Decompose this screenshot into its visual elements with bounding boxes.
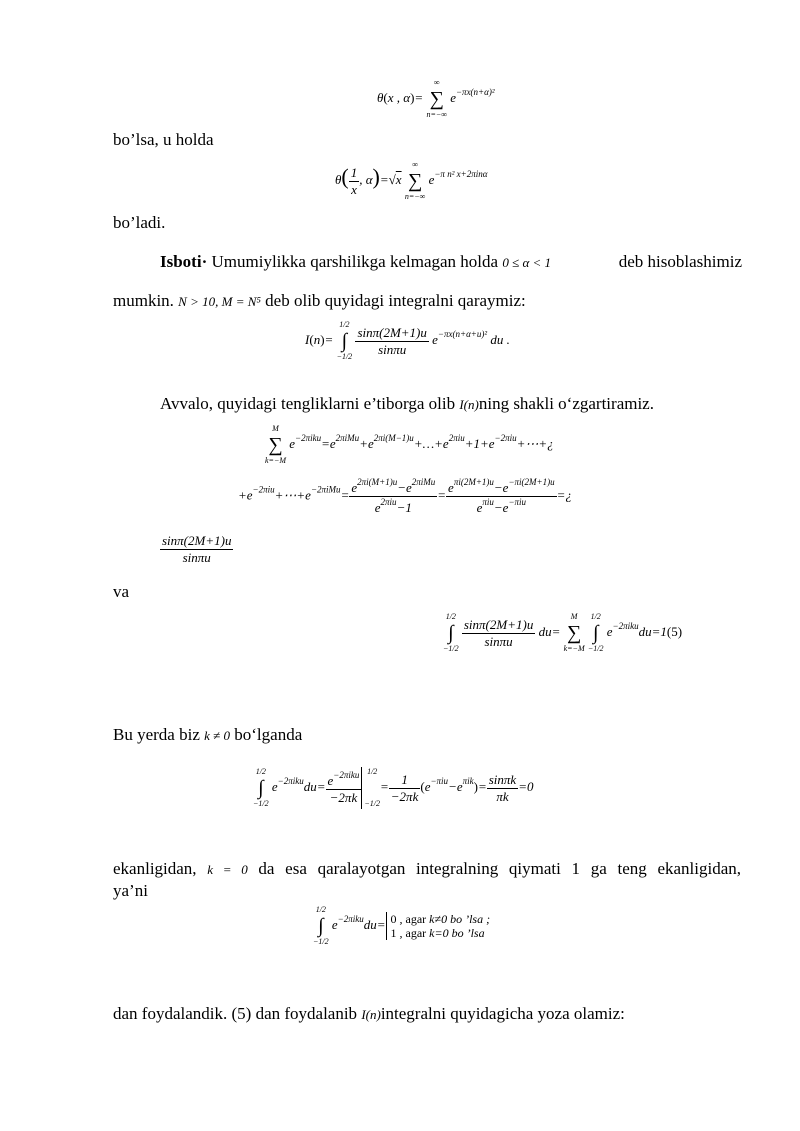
equation-geometric-sum: $+e^{-2\pi iu}+\cdots+e^{-2\pi iMu}=$ $\frac{e^{2\pi i(M+1)u}-e^{2\pi iMu}}{e^{2\pi iu}-1}$ = $\frac{e^{\pi i(2M+1)u}-e^{-\pi i(2M+1)u}}{e^{\pi iu}-e^{-\pi iu}}$ =¿ bbox=[238, 477, 572, 515]
text-bolganda: bo‘lganda bbox=[234, 725, 303, 744]
text-ning-shakli: ning shakli o‘zgartiramiz. bbox=[478, 394, 654, 413]
equation-6: 1/2 ∫ −1/2 $e^{-2\pi iku}du=$ $\frac{e^{-2\pi iku}}{-2\pi k}$ 1/2 −1/2 = $\frac{1}{-2\pi k}$ $(e^{-\pi iu}-e^{\pi ik})=$ $\frac{\sin\pi k}{\pi k}$ =0 bbox=[253, 767, 534, 808]
text-bu-yerda: Bu yerda biz bbox=[113, 725, 200, 744]
text-boladi: bo’ladi. bbox=[113, 213, 166, 232]
text-ekanligidan: ekanligidan, bbox=[113, 859, 197, 878]
avvalo-line bbox=[160, 393, 654, 416]
text-dan-foydalandik: dan foydalandik. (5) dan foydalanib bbox=[113, 1004, 358, 1023]
text-mumkin: mumkin. bbox=[113, 291, 174, 310]
condition-k-eq-0: k = 0 bbox=[207, 862, 248, 877]
text-In: I(n) bbox=[459, 397, 479, 412]
condition-alpha: 0 ≤ α < 1 bbox=[502, 255, 552, 270]
isboti-line: Isboti· Umumiylikka qarshilikga kelmagan holda 0 ≤ α < 1 deb hisoblashimiz bbox=[160, 252, 742, 271]
text-da-esa: da esa qaralayotgan integralning qiymati 1 ga teng ekanligidan, bbox=[258, 859, 742, 878]
bu-yerda-line bbox=[113, 724, 302, 747]
equation-5: 1/2 ∫ −1/2 $\frac{\sin\pi(2M+1)u}{\sin\pi u}$ du= M ∑ k=−M 1/2 ∫ −1/2 $e^{-2\pi iku}du=1(5)$ bbox=[443, 612, 683, 653]
text-deb-olib: deb olib quyidagi integralni qaraymiz: bbox=[265, 291, 526, 310]
condition-k-ne-0: k ≠ 0 bbox=[204, 728, 231, 743]
dan-foydalandik-line bbox=[113, 1003, 625, 1026]
equation-sum-expansion: M ∑ k=−M $e^{-2\pi iku}=e^{2\pi iMu}+e^{2\pi i(M-1)u}+\dots+e^{2\pi iu}+1+e^{-2\pi iu}+\cdots+¿$ bbox=[265, 424, 554, 465]
text-In-2: I(n) bbox=[361, 1007, 381, 1022]
text-bolsa-holda: bo’lsa, u holda bbox=[113, 130, 214, 149]
mumkin-line bbox=[113, 290, 526, 313]
equation-integral-In: I(n)= 1/2 ∫ −1/2 $\frac{\sin\pi(2M+1)u}{\sin\pi u}$ $e^{-\pi x(n+\alpha+u)^2}$ du . bbox=[305, 320, 510, 361]
text-va: va bbox=[113, 582, 130, 601]
isboti-text: Umumiylikka qarshilikga kelmagan holda bbox=[211, 252, 499, 271]
text-yani: ya’ni bbox=[113, 881, 148, 900]
equation-7: 1/2 ∫ −1/2 $e^{-2\pi iku}du= 0$ , agar k≠0 bo ’lsa ; 1 , agar k=0 bo ’lsa bbox=[313, 905, 491, 946]
condition-n-m: N > 10, M = N⁵ bbox=[178, 294, 261, 309]
equation-theta-transform: θ( $\frac{1}{x}$ , α)=√x ∞ ∑ n=−∞ $e^{-\pi n^2 x+2\pi in\alpha}$ bbox=[335, 160, 488, 201]
equation-theta-definition: θ(x , α)= ∞ ∑ n=−∞ $e^{-\pi x(n+\alpha)^2}$ bbox=[377, 78, 495, 119]
ekanligidan-line bbox=[113, 858, 741, 881]
text-integralni: integralni quyidagicha yoza olamiz: bbox=[380, 1004, 625, 1023]
isboti-label: Isboti bbox=[160, 252, 202, 271]
text-avvalo: Avvalo, quyidagi tengliklarni e’tiborga olib bbox=[160, 394, 456, 413]
isboti-text-end: deb hisoblashimiz bbox=[618, 252, 742, 271]
equation-sine-ratio: $\frac{\sin\pi(2M+1)u}{\sin\pi u}$ bbox=[162, 533, 232, 565]
